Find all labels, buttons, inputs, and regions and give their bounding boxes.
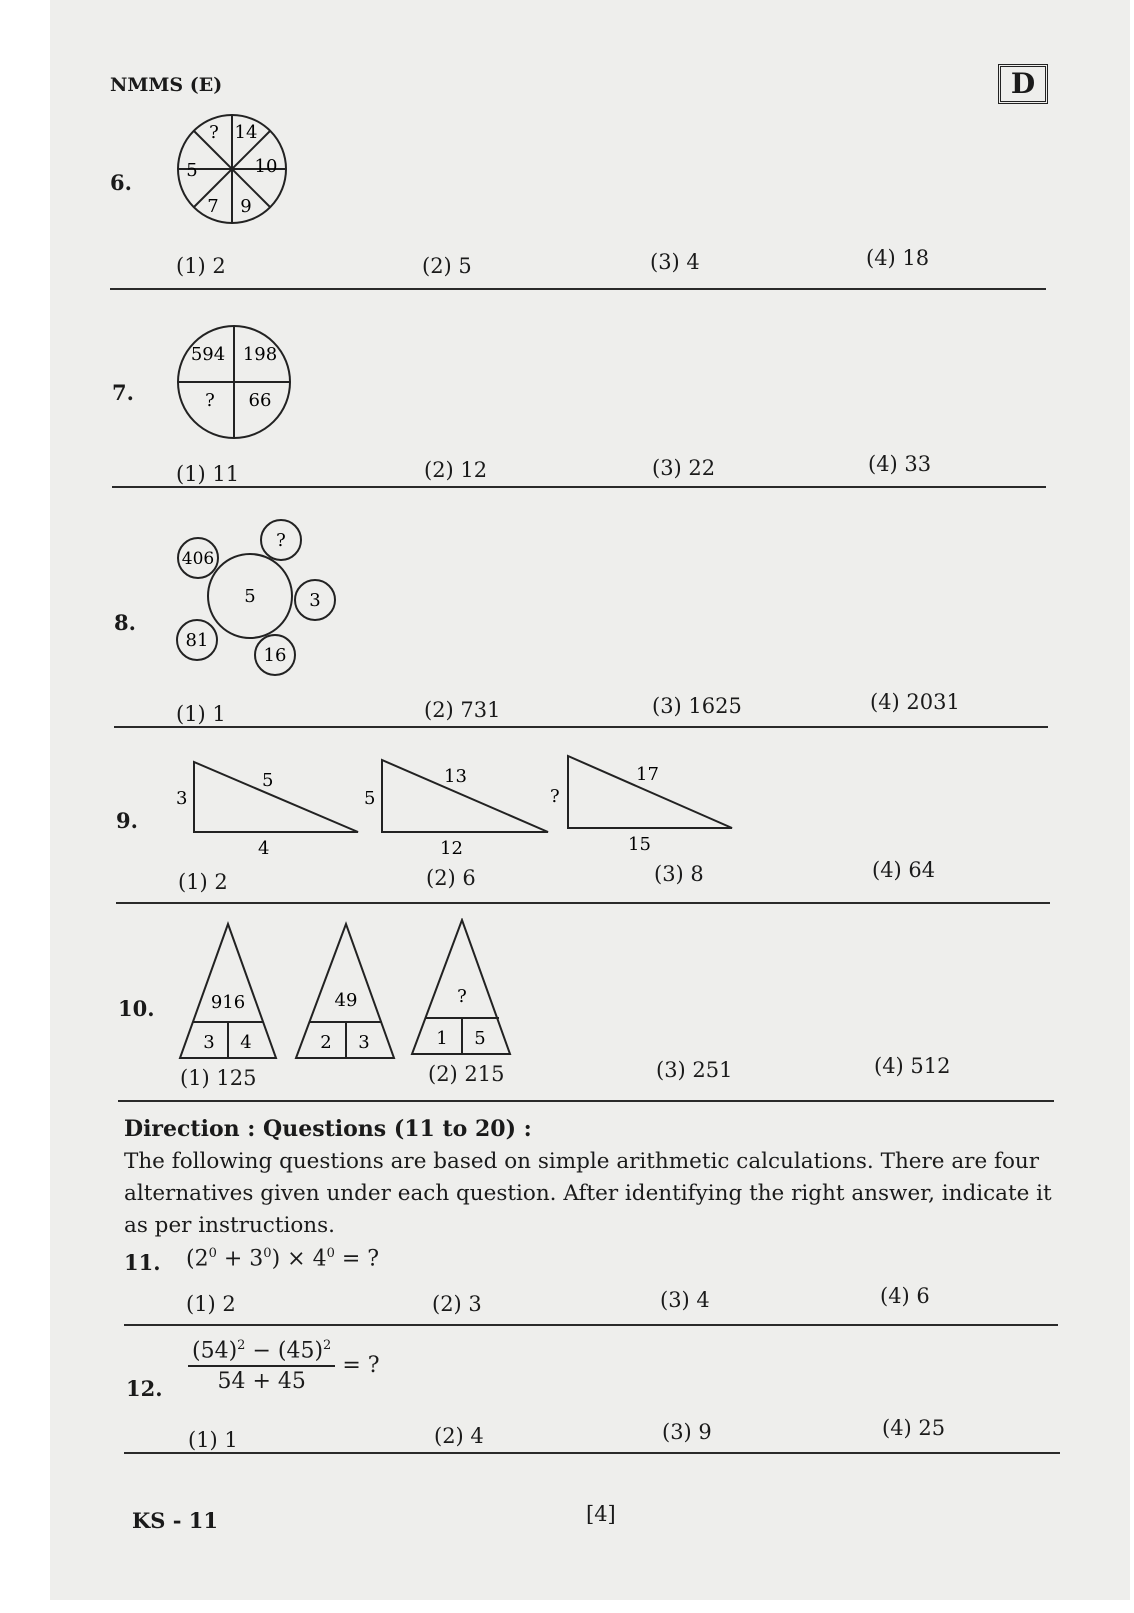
divider [124,1452,1060,1454]
option-4[interactable]: (4) 18 [866,246,930,270]
option-4[interactable]: (4) 2031 [870,690,960,714]
option-1[interactable]: (1) 2 [186,1292,236,1316]
option-3[interactable]: (3) 9 [662,1420,712,1444]
option-2[interactable]: (2) 6 [426,866,476,890]
q7-circle-figure [170,322,300,442]
page-number: [4] [586,1502,616,1526]
q10-t1-left: 3 [203,1032,215,1053]
q8-top-left-value: 406 [181,549,215,569]
option-3[interactable]: (3) 22 [652,456,716,480]
q10-t2-left: 2 [320,1032,332,1053]
option-1[interactable]: (1) 2 [176,254,226,278]
option-3[interactable]: (3) 4 [650,250,700,274]
q9-t3-hyp: 17 [636,764,659,785]
q10-triangles-figure [176,918,536,1068]
option-2[interactable]: (2) 5 [422,254,472,278]
q11-expression: $(2^0 + 3^0) \times 4^0$ = ? [186,1246,380,1272]
q7-top-left-value: 594 [190,344,226,365]
divider [124,1324,1058,1326]
option-1[interactable]: (1) 125 [180,1066,257,1090]
q6-bottom-right-value: 9 [240,196,252,217]
divider [118,1100,1054,1102]
q9-t1-hyp: 5 [262,770,274,791]
set-code-box: D [998,64,1048,104]
question-number: 7. [112,380,134,405]
q7-bottom-left-value: ? [205,390,215,411]
q10-t1-right: 4 [240,1032,252,1053]
divider [112,486,1046,488]
option-4[interactable]: (4) 512 [874,1054,951,1078]
q10-t2-right: 3 [358,1032,370,1053]
q8-circles-figure [170,518,340,678]
option-1[interactable]: (1) 11 [176,462,240,486]
q8-bottom-right-value: 16 [263,645,287,666]
q8-top-right-value: ? [276,530,286,551]
option-4[interactable]: (4) 6 [880,1284,930,1308]
q10-t3-right: 5 [474,1028,486,1049]
direction-title: Direction : Questions (11 to 20) : [124,1116,532,1142]
q10-t2-top: 49 [334,990,358,1011]
question-number: 10. [118,996,155,1021]
q9-t1-height: 3 [176,788,188,809]
q7-top-right-value: 198 [242,344,278,365]
option-4[interactable]: (4) 33 [868,452,932,476]
q8-right-value: 3 [309,590,321,611]
option-2[interactable]: (2) 12 [424,458,488,482]
question-number: 8. [114,610,136,635]
direction-text: The following questions are based on simple arithmetic calculations. There are four alternatives given under each question. After identifying the right answer, indicate it as per instructions. [124,1149,1052,1238]
q7-bottom-right-value: 66 [248,390,272,411]
option-3[interactable]: (3) 8 [654,862,704,886]
q10-t1-top: 916 [210,992,246,1013]
option-2[interactable]: (2) 4 [434,1424,484,1448]
q6-bottom-left-value: 7 [207,196,219,217]
divider [110,288,1046,290]
q9-t3-height: ? [550,786,560,807]
q9-t2-height: 5 [364,788,376,809]
q6-right-value: 10 [254,156,278,177]
q8-center-value: 5 [244,586,256,607]
q10-t3-top: ? [457,986,467,1007]
exam-code: NMMS (E) [110,74,223,96]
option-4[interactable]: (4) 64 [872,858,936,882]
question-number: 6. [110,170,132,195]
q8-bottom-left-value: 81 [185,630,209,651]
q9-t2-base: 12 [440,838,463,859]
q6-wheel-figure [160,106,310,236]
divider [114,726,1048,728]
divider [116,902,1050,904]
q10-t3-left: 1 [436,1028,448,1049]
question-number: 11. [124,1250,161,1275]
option-1[interactable]: (1) 2 [178,870,228,894]
question-number: 9. [116,808,138,833]
option-2[interactable]: (2) 215 [428,1062,505,1086]
q9-triangles-figure [166,750,766,860]
question-number: 12. [126,1376,163,1401]
q9-t2-hyp: 13 [444,766,467,787]
option-3[interactable]: (3) 1625 [652,694,742,718]
q9-t3-base: 15 [628,834,651,855]
q6-top-left-value: ? [209,122,219,143]
option-2[interactable]: (2) 3 [432,1292,482,1316]
option-3[interactable]: (3) 4 [660,1288,710,1312]
q9-t1-base: 4 [258,838,270,859]
option-3[interactable]: (3) 251 [656,1058,733,1082]
q6-left-value: 5 [186,160,198,181]
booklet-code: KS - 11 [132,1508,218,1533]
option-1[interactable]: (1) 1 [188,1428,238,1452]
q6-top-right-value: 14 [234,122,258,143]
q12-expression: $\frac{(54)^2 - (45)^2}{54 + 45}$ = ? [188,1338,380,1394]
option-2[interactable]: (2) 731 [424,698,501,722]
option-4[interactable]: (4) 25 [882,1416,946,1440]
option-1[interactable]: (1) 1 [176,702,226,726]
